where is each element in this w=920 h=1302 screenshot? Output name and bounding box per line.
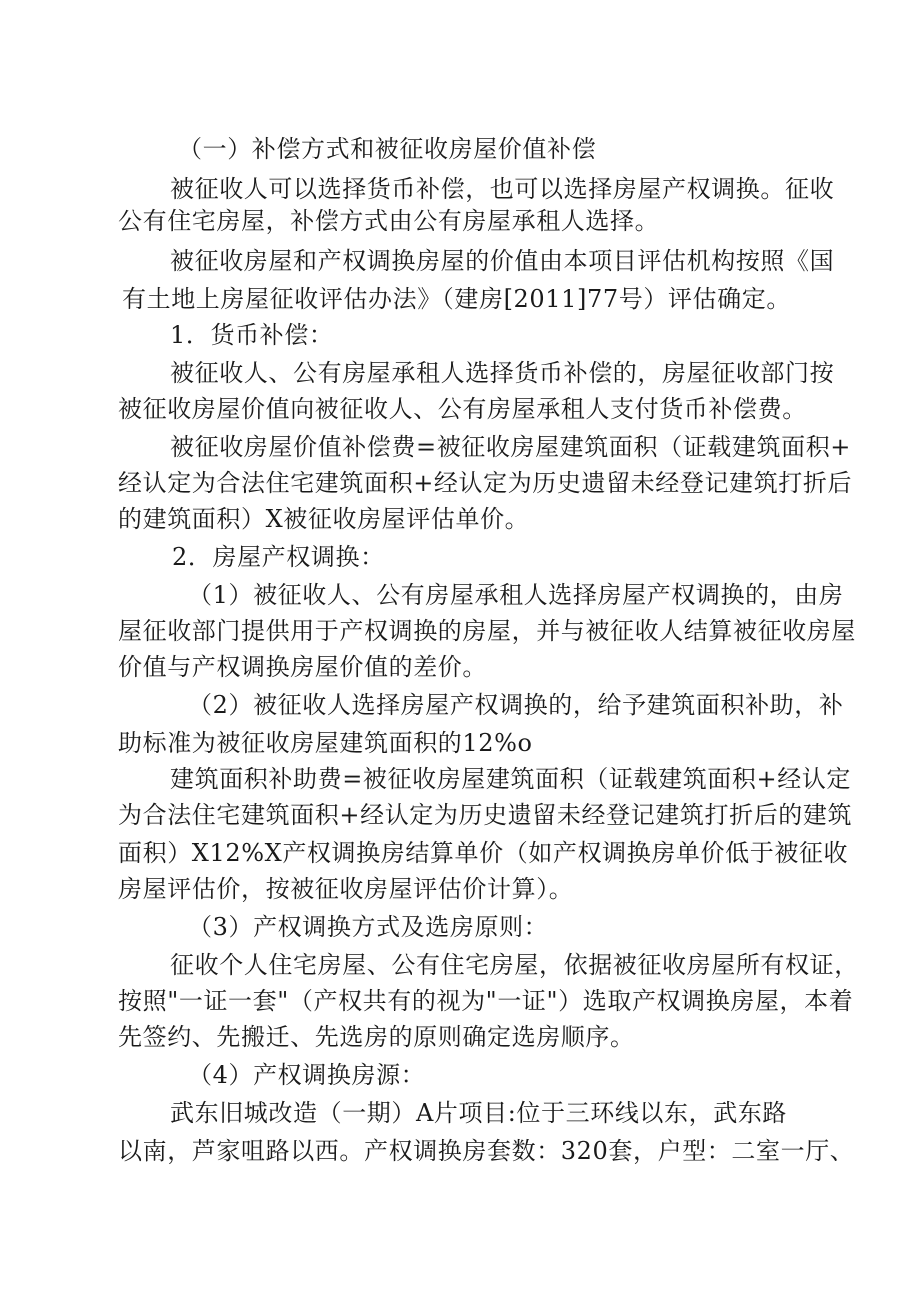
paragraph-line: （3）产权调换方式及选房原则：: [188, 913, 549, 941]
paragraph-line: 建筑面积补助费=被征收房屋建筑面积（证载建筑面积+经认定: [170, 765, 852, 793]
paragraph-line: 征收个人住宅房屋、公有住宅房屋，依据被征收房屋所有权证，: [170, 951, 859, 979]
paragraph-line: 被征收人、公有房屋承租人选择货币补偿的，房屋征收部门按: [170, 359, 835, 387]
paragraph-line: 为合法住宅建筑面积+经认定为历史遗留未经登记建筑打折后的建筑: [118, 801, 853, 829]
paragraph-line: 的建筑面积）X被征收房屋评估单价。: [118, 505, 530, 533]
paragraph-line: 被征收人可以选择货币补偿，也可以选择房屋产权调换。征收: [170, 175, 835, 203]
paragraph-line: （1）被征收人、公有房屋承租人选择房屋产权调换的，由房: [188, 581, 844, 609]
paragraph-line: 公有住宅房屋，补偿方式由公有房屋承租人选择。: [118, 207, 660, 235]
subheading-monetary-compensation: 1．货币补偿：: [170, 321, 334, 349]
paragraph-line: （4）产权调换房源：: [188, 1061, 426, 1089]
paragraph-line: 先签约、先搬迁、先选房的原则确定选房顺序。: [118, 1023, 635, 1051]
paragraph-line: 被征收房屋价值向被征收人、公有房屋承租人支付货币补偿费。: [118, 395, 807, 423]
subheading-property-exchange: 2．房屋产权调换：: [172, 543, 385, 571]
paragraph-line: 武东旧城改造（一期）A片项目:位于三环线以东，武东路: [170, 1099, 788, 1127]
paragraph-line: 价值与产权调换房屋价值的差价。: [118, 653, 487, 681]
paragraph-line: 屋征收部门提供用于产权调换的房屋，并与被征收人结算被征收房屋: [118, 617, 856, 645]
paragraph-line: （2）被征收人选择房屋产权调换的，给予建筑面积补助，补: [188, 691, 844, 719]
section-heading: （一）补偿方式和被征收房屋价值补偿: [178, 135, 597, 163]
paragraph-line: 按照"一证一套"（产权共有的视为"一证"）选取产权调换房屋，本着: [118, 987, 854, 1015]
paragraph-line: 经认定为合法住宅建筑面积+经认定为历史遗留未经登记建筑打折后: [118, 469, 853, 497]
paragraph-line: 被征收房屋价值补偿费=被征收房屋建筑面积（证载建筑面积+: [170, 433, 852, 461]
paragraph-line: 房屋评估价，按被征收房屋评估价计算）。: [118, 875, 574, 903]
paragraph-line: 有土地上房屋征收评估办法》（建房[2011]77号）评估确定。: [122, 285, 791, 313]
paragraph-line: 助标准为被征收房屋建筑面积的12%o: [118, 729, 533, 757]
paragraph-line: 以南，芦家咀路以西。产权调换房套数：320套，户型：二室一厅、: [118, 1137, 855, 1165]
paragraph-line: 被征收房屋和产权调换房屋的价值由本项目评估机构按照《国: [170, 247, 835, 275]
paragraph-line: 面积）X12%X产权调换房结算单价（如产权调换房单价低于被征收: [118, 839, 849, 867]
